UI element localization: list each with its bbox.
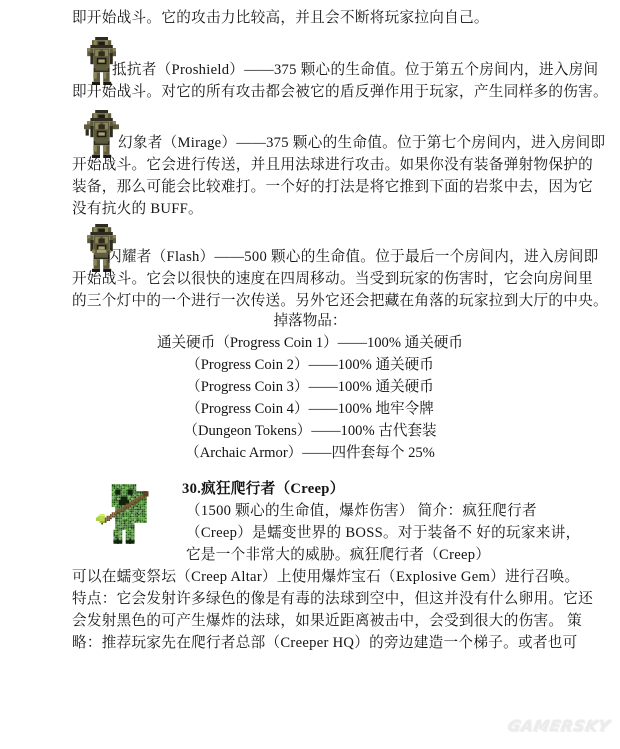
drop-item-3: （Progress Coin 3）——100% 通关硬币 [186,379,434,395]
drop-item-2: （Progress Coin 2）——100% 通关硬币 [186,357,434,373]
creep-boss-image [96,479,166,549]
gamersky-watermark: GAMERSKY [506,717,612,735]
creep-full-line-3: 会发射黑色的可产生爆炸的法球，如果近距离被击中，会受到很大的伤害。 策 [72,613,583,629]
creep-full-line-1: 可以在蠕变祭坛（Creep Altar）上使用爆炸宝石（Explosive Gem）进行召唤。 [72,569,580,585]
mirage-line-1: 幻象者（Mirage）——375 颗心的生命值。位于第七个房间内，进入房间即 [118,135,606,151]
flash-line-2: 开始战斗。它会以很快的速度在四周移动。当受到玩家的伤害时，它会向房间里 [72,271,594,287]
creep-wrapped-line-2: （Creep）是蠕变世界的 BOSS。对于装备不 好的玩家来讲， [186,525,581,541]
mirage-boss-sprite [84,110,119,158]
mirage-line-2: 开始战斗。它会进行传送，并且用法球进行攻击。如果你没有装备弹射物保护的 [72,157,594,173]
mirage-line-3: 装备，那么可能会比较难打。一个好的打法是将它推到下面的岩浆中去，因为它 [72,179,594,195]
drop-item-1: 通关硬币（Progress Coin 1）——100% 通关硬币 [156,335,464,351]
proshield-line-2: 即开始战斗。对它的所有攻击都会被它的盾反弹作用于玩家，产生同样多的伤害。 [72,84,608,100]
mirage-line-4: 没有抗火的 BUFF。 [72,201,203,217]
drops-heading: 掉落物品： [273,313,347,329]
creep-wrapped-line-1: （1500 颗心的生命值，爆炸伤害） 简介：疯狂爬行者 [186,503,537,519]
proshield-line-1: 抵抗者（Proshield）——375 颗心的生命值。位于第五个房间内，进入房间 [112,62,599,78]
paragraph-intro-continuation: 即开始战斗。它的攻击力比较高，并且会不断将玩家拉向自己。 [72,10,489,26]
drop-item-6: （Archaic Armor）——四件套每个 25% [185,445,435,461]
drop-item-4: （Progress Coin 4）——100% 地牢令牌 [186,401,434,417]
flash-line-1: 闪耀者（Flash）——500 颗心的生命值。位于最后一个房间内，进入房间即 [107,249,599,265]
creep-full-line-4: 略：推荐玩家先在爬行者总部（Creeper HQ）的旁边建造一个梯子。或者也可 [72,635,578,651]
creep-heading: 30.疯狂爬行者（Creep） [182,481,345,497]
flash-line-3: 的三个灯中的一个进行一次传送。另外它还会把藏在角落的玩家拉到大厅的中央。 [72,293,608,309]
creep-wrapped-line-3: 它是一个非常大的威胁。疯狂爬行者（Creep） [186,547,491,563]
creep-full-line-2: 特点：它会发射许多绿色的像是有毒的法球到空中，但这并没有什么卵用。它还 [72,591,594,607]
drop-item-5: （Dungeon Tokens）——100% 古代套装 [183,423,437,439]
